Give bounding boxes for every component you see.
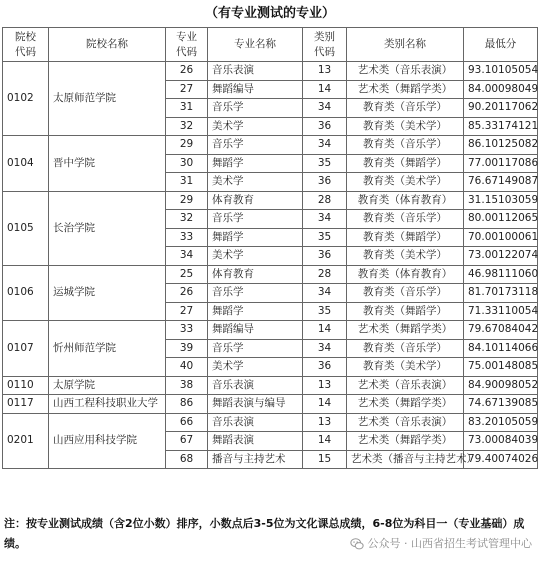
category-code-cell: 14 — [303, 432, 347, 451]
category-code-cell: 34 — [303, 284, 347, 303]
major-name-cell: 体育教育 — [208, 265, 303, 284]
column-header: 院校 代码 — [3, 28, 49, 62]
min-score-cell: 81.70173118 — [464, 284, 538, 303]
major-code-cell: 38 — [166, 376, 208, 395]
category-code-cell: 34 — [303, 210, 347, 229]
min-score-cell: 84.90098052 — [464, 376, 538, 395]
school-code-cell: 0110 — [3, 376, 49, 395]
school-code-cell: 0105 — [3, 191, 49, 265]
min-score-cell: 90.20117062 — [464, 99, 538, 118]
category-code-cell: 13 — [303, 62, 347, 81]
category-name-cell: 教育类（音乐学） — [347, 99, 464, 118]
category-code-cell: 15 — [303, 450, 347, 469]
min-score-cell: 31.15103059 — [464, 191, 538, 210]
major-name-cell: 体育教育 — [208, 191, 303, 210]
major-name-cell: 播音与主持艺术 — [208, 450, 303, 469]
school-code-cell: 0104 — [3, 136, 49, 192]
category-name-cell: 教育类（舞蹈学） — [347, 154, 464, 173]
watermark — [350, 534, 533, 554]
school-name-cell: 长治学院 — [49, 191, 166, 265]
major-code-cell: 31 — [166, 99, 208, 118]
page-title: （有专业测试的专业） — [204, 6, 335, 21]
category-code-cell: 14 — [303, 80, 347, 99]
major-name-cell: 舞蹈学 — [208, 228, 303, 247]
table-row — [3, 321, 538, 340]
school-name-cell: 忻州师范学院 — [49, 321, 166, 377]
category-name-cell: 教育类（音乐学） — [347, 136, 464, 155]
category-code-cell: 34 — [303, 99, 347, 118]
footnote: 注：按专业测试成绩（含2位小数）排序，小数点后3-5位为文化课总成绩，6-8位为科目一（专业基础）成绩。 — [4, 517, 525, 550]
category-code-cell: 28 — [303, 191, 347, 210]
major-code-cell: 34 — [166, 247, 208, 266]
category-name-cell: 教育类（美术学） — [347, 358, 464, 377]
major-name-cell: 音乐表演 — [208, 62, 303, 81]
category-code-cell: 35 — [303, 154, 347, 173]
major-name-cell: 美术学 — [208, 247, 303, 266]
column-header: 院校名称 — [49, 28, 166, 62]
school-name-cell: 晋中学院 — [49, 136, 166, 192]
major-name-cell: 舞蹈表演与编导 — [208, 395, 303, 414]
min-score-cell: 93.10105054 — [464, 62, 538, 81]
column-header: 最低分 — [464, 28, 538, 62]
category-name-cell: 教育类（美术学） — [347, 247, 464, 266]
major-name-cell: 美术学 — [208, 117, 303, 136]
category-name-cell: 教育类（体育教育） — [347, 265, 464, 284]
min-score-cell: 70.00100061 — [464, 228, 538, 247]
category-code-cell: 35 — [303, 302, 347, 321]
category-name-cell: 艺术类（播音与主持艺术） — [347, 450, 464, 469]
major-code-cell: 33 — [166, 228, 208, 247]
category-name-cell: 艺术类（音乐表演） — [347, 376, 464, 395]
table-body — [3, 62, 538, 469]
category-code-cell: 36 — [303, 173, 347, 192]
category-code-cell: 35 — [303, 228, 347, 247]
major-code-cell: 29 — [166, 191, 208, 210]
category-name-cell: 艺术类（舞蹈学类） — [347, 395, 464, 414]
major-name-cell: 音乐学 — [208, 339, 303, 358]
major-code-cell: 32 — [166, 210, 208, 229]
major-code-cell: 26 — [166, 62, 208, 81]
min-score-cell: 73.00122074 — [464, 247, 538, 266]
major-code-cell: 32 — [166, 117, 208, 136]
category-name-cell: 艺术类（音乐表演） — [347, 413, 464, 432]
major-name-cell: 音乐表演 — [208, 376, 303, 395]
major-code-cell: 26 — [166, 284, 208, 303]
table-row — [3, 413, 538, 432]
major-code-cell: 67 — [166, 432, 208, 451]
school-code-cell: 0201 — [3, 413, 49, 469]
min-score-cell: 79.40074026 — [464, 450, 538, 469]
school-code-cell: 0102 — [3, 62, 49, 136]
min-score-cell: 77.00117086 — [464, 154, 538, 173]
school-name-cell: 太原师范学院 — [49, 62, 166, 136]
major-name-cell: 美术学 — [208, 173, 303, 192]
category-name-cell: 艺术类（音乐表演） — [347, 62, 464, 81]
major-name-cell: 音乐学 — [208, 136, 303, 155]
category-code-cell: 14 — [303, 395, 347, 414]
category-code-cell: 36 — [303, 358, 347, 377]
table-header — [3, 28, 538, 62]
category-code-cell: 34 — [303, 136, 347, 155]
min-score-cell: 80.00112065 — [464, 210, 538, 229]
score-table — [2, 27, 538, 469]
table-row — [3, 191, 538, 210]
category-name-cell: 教育类（舞蹈学） — [347, 302, 464, 321]
min-score-cell: 79.67084042 — [464, 321, 538, 340]
category-name-cell: 教育类（美术学） — [347, 173, 464, 192]
category-code-cell: 13 — [303, 413, 347, 432]
major-name-cell: 舞蹈编导 — [208, 321, 303, 340]
major-name-cell: 音乐学 — [208, 284, 303, 303]
column-header: 类别名称 — [347, 28, 464, 62]
category-code-cell: 14 — [303, 321, 347, 340]
major-code-cell: 27 — [166, 302, 208, 321]
table-row — [3, 376, 538, 395]
min-score-cell: 74.67139085 — [464, 395, 538, 414]
min-score-cell: 46.98111060 — [464, 265, 538, 284]
min-score-cell: 73.00084039 — [464, 432, 538, 451]
category-name-cell: 艺术类（舞蹈学类） — [347, 432, 464, 451]
school-name-cell: 山西工程科技职业大学 — [49, 395, 166, 414]
column-header: 专业名称 — [208, 28, 303, 62]
major-code-cell: 33 — [166, 321, 208, 340]
school-name-cell: 山西应用科技学院 — [49, 413, 166, 469]
major-name-cell: 舞蹈表演 — [208, 432, 303, 451]
table-row — [3, 395, 538, 414]
major-code-cell: 68 — [166, 450, 208, 469]
column-header: 专业 代码 — [166, 28, 208, 62]
school-code-cell: 0107 — [3, 321, 49, 377]
table-row — [3, 62, 538, 81]
school-code-cell: 0106 — [3, 265, 49, 321]
category-name-cell: 教育类（体育教育） — [347, 191, 464, 210]
major-name-cell: 舞蹈学 — [208, 302, 303, 321]
category-name-cell: 教育类（美术学） — [347, 117, 464, 136]
major-code-cell: 39 — [166, 339, 208, 358]
category-name-cell: 艺术类（舞蹈学类） — [347, 321, 464, 340]
category-code-cell: 36 — [303, 117, 347, 136]
major-code-cell: 66 — [166, 413, 208, 432]
major-name-cell: 舞蹈学 — [208, 154, 303, 173]
category-name-cell: 教育类（音乐学） — [347, 284, 464, 303]
major-name-cell: 美术学 — [208, 358, 303, 377]
major-code-cell: 27 — [166, 80, 208, 99]
wechat-icon — [350, 537, 364, 551]
major-code-cell: 31 — [166, 173, 208, 192]
table-row — [3, 136, 538, 155]
min-score-cell: 85.33174121 — [464, 117, 538, 136]
major-name-cell: 音乐学 — [208, 99, 303, 118]
major-code-cell: 25 — [166, 265, 208, 284]
major-name-cell: 音乐表演 — [208, 413, 303, 432]
category-code-cell: 36 — [303, 247, 347, 266]
category-code-cell: 28 — [303, 265, 347, 284]
school-name-cell: 太原学院 — [49, 376, 166, 395]
category-code-cell: 34 — [303, 339, 347, 358]
min-score-cell: 76.67149087 — [464, 173, 538, 192]
min-score-cell: 71.33110054 — [464, 302, 538, 321]
min-score-cell: 83.20105059 — [464, 413, 538, 432]
category-name-cell: 艺术类（舞蹈学类） — [347, 80, 464, 99]
min-score-cell: 84.00098049 — [464, 80, 538, 99]
category-name-cell: 教育类（音乐学） — [347, 210, 464, 229]
school-code-cell: 0117 — [3, 395, 49, 414]
min-score-cell: 75.00148085 — [464, 358, 538, 377]
category-code-cell: 13 — [303, 376, 347, 395]
min-score-cell: 86.10125082 — [464, 136, 538, 155]
major-name-cell: 舞蹈编导 — [208, 80, 303, 99]
major-code-cell: 86 — [166, 395, 208, 414]
min-score-cell: 84.10114066 — [464, 339, 538, 358]
column-header: 类别 代码 — [303, 28, 347, 62]
table-row — [3, 265, 538, 284]
school-name-cell: 运城学院 — [49, 265, 166, 321]
category-name-cell: 教育类（音乐学） — [347, 339, 464, 358]
major-code-cell: 29 — [166, 136, 208, 155]
major-name-cell: 音乐学 — [208, 210, 303, 229]
category-name-cell: 教育类（舞蹈学） — [347, 228, 464, 247]
major-code-cell: 40 — [166, 358, 208, 377]
major-code-cell: 30 — [166, 154, 208, 173]
watermark-text: 公众号 · 山西省招生考试管理中心 — [367, 537, 532, 550]
